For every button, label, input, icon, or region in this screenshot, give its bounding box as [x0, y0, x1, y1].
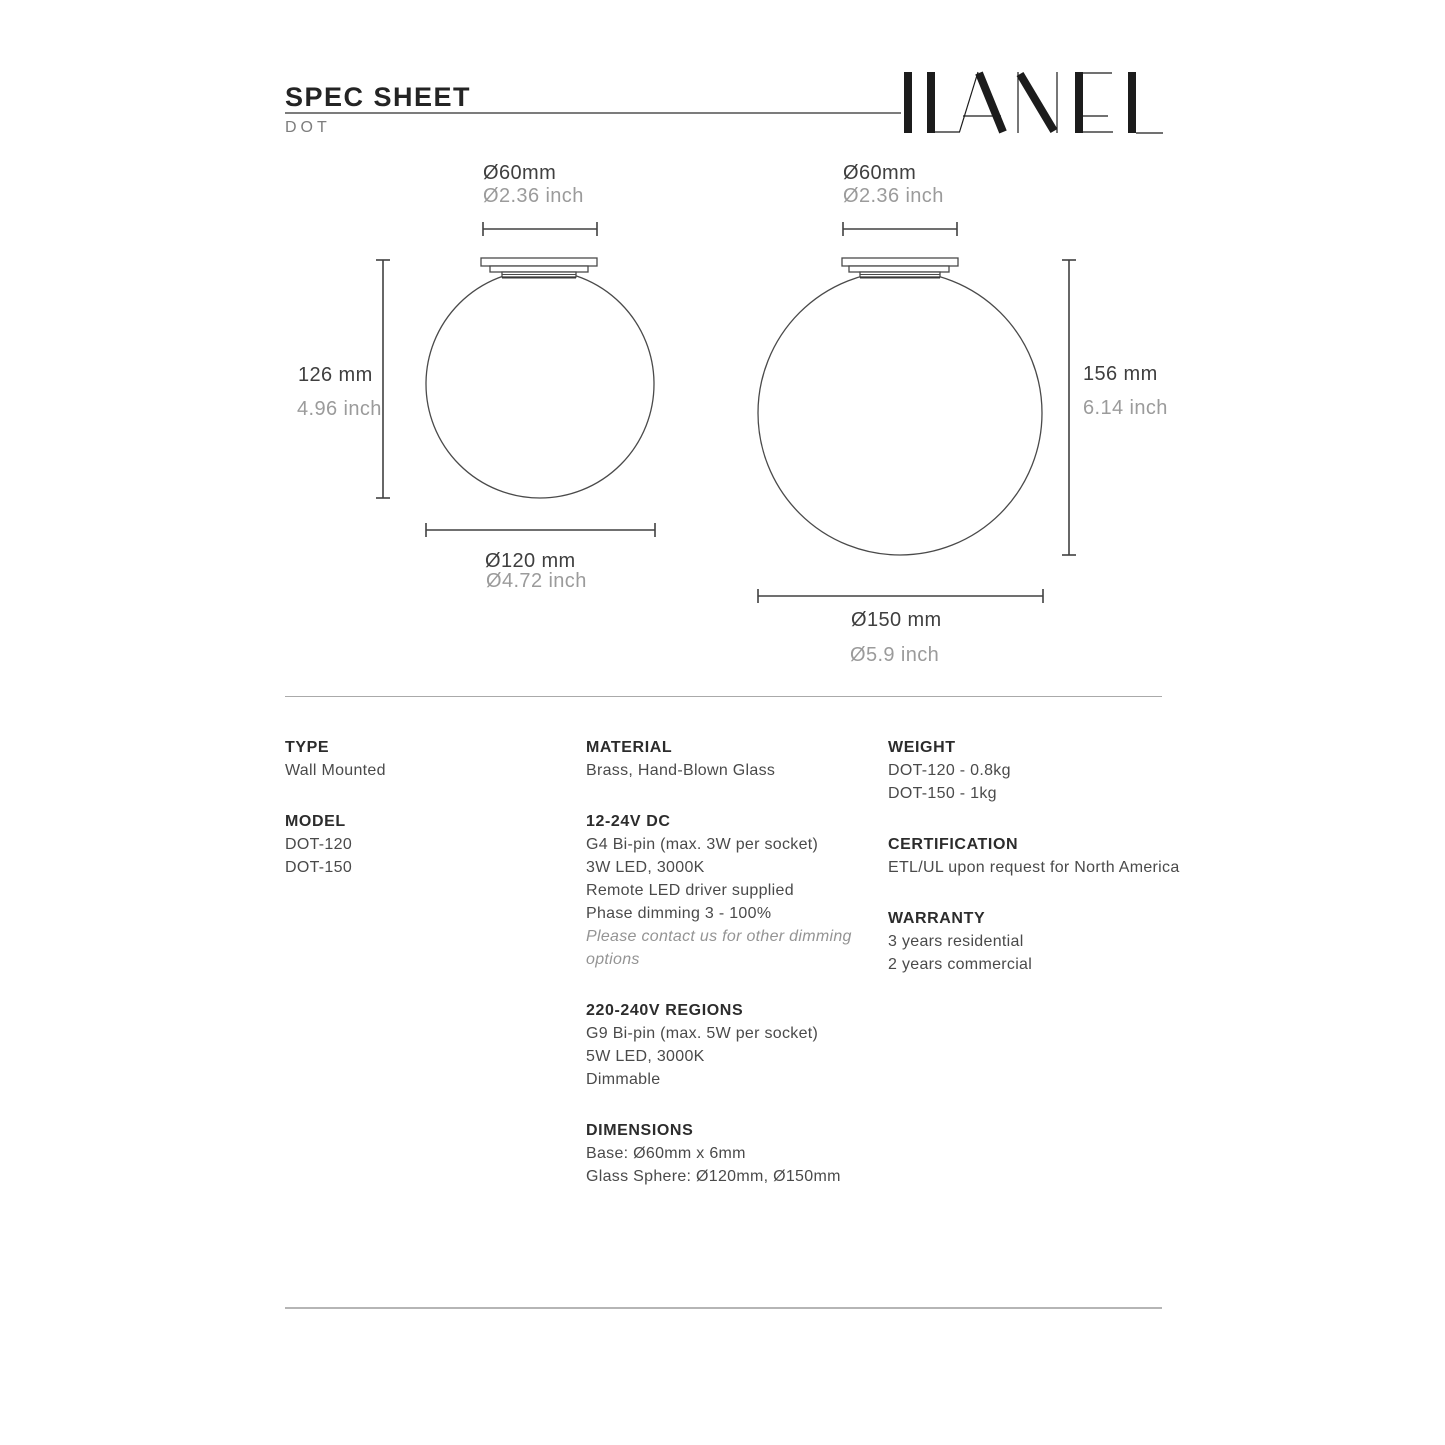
fixture-dot-150: [758, 258, 1042, 555]
spec-value: 3 years residential: [888, 933, 1024, 950]
spec-section-power-dc: [586, 810, 874, 971]
dim-line-height-150: [1062, 260, 1076, 555]
dimming-note: Please contact us for other dimming options: [586, 928, 852, 968]
spec-value: G4 Bi-pin (max. 3W per socket): [586, 836, 819, 853]
spec-heading-certification: CERTIFICATION: [888, 836, 1019, 853]
spec-value: 5W LED, 3000K: [586, 1048, 705, 1065]
spec-value: DOT-150 - 1kg: [888, 785, 997, 802]
spec-section-power-ac: [586, 999, 874, 1091]
section-divider: [285, 696, 1162, 697]
spec-section-type: [285, 736, 557, 782]
fixture-dot-120: [426, 258, 654, 498]
spec-value: 3W LED, 3000K: [586, 859, 705, 876]
spec-value: Brass, Hand-Blown Glass: [586, 762, 776, 779]
spec-heading-power-ac: 220-240V REGIONS: [586, 1002, 744, 1019]
spec-value: Phase dimming 3 - 100%: [586, 905, 772, 922]
dim-line-height-120: [376, 260, 390, 498]
spec-column-middle: [586, 736, 874, 1188]
spec-section-model: [285, 810, 557, 879]
dot150-height-inch: 6.14 inch: [1083, 397, 1168, 419]
dot120-sphere-diameter-mm: Ø120 mm: [485, 550, 576, 572]
dot120-base-diameter-inch: Ø2.36 inch: [483, 185, 584, 207]
spec-value: DOT-120 - 0.8kg: [888, 762, 1011, 779]
spec-section-dimensions: [586, 1119, 874, 1188]
drawing-dot-120: [376, 222, 655, 537]
drawing-dot-150: [758, 222, 1076, 603]
spec-value: Glass Sphere: Ø120mm, Ø150mm: [586, 1168, 841, 1185]
spec-value: DOT-120: [285, 836, 353, 853]
dot150-height-mm: 156 mm: [1083, 363, 1158, 385]
spec-section-certification: [888, 833, 1200, 879]
dot150-sphere-diameter-mm: Ø150 mm: [851, 609, 942, 631]
spec-value: Wall Mounted: [285, 762, 386, 779]
product-name: DOT: [285, 119, 331, 136]
spec-value: 2 years commercial: [888, 956, 1033, 973]
spec-section-material: [586, 736, 874, 782]
dot120-height-mm: 126 mm: [298, 364, 373, 386]
spec-heading-power-dc: 12-24V DC: [586, 813, 671, 830]
page-title: SPEC SHEET: [285, 82, 472, 112]
spec-heading-warranty: WARRANTY: [888, 910, 986, 927]
spec-heading-model: MODEL: [285, 813, 346, 830]
spec-heading-material: MATERIAL: [586, 739, 673, 756]
spec-value: Remote LED driver supplied: [586, 882, 794, 899]
spec-value: Dimmable: [586, 1071, 661, 1088]
dot150-sphere-diameter-inch: Ø5.9 inch: [850, 644, 940, 666]
dot120-base-diameter-mm: Ø60mm: [483, 162, 557, 184]
spec-heading-weight: WEIGHT: [888, 739, 956, 756]
dot120-sphere-diameter-inch: Ø4.72 inch: [486, 570, 587, 592]
dim-line-sphere-150: [758, 589, 1043, 603]
spec-value: DOT-150: [285, 859, 353, 876]
spec-value: ETL/UL upon request for North America: [888, 859, 1180, 876]
dot150-base-diameter-inch: Ø2.36 inch: [843, 185, 944, 207]
dot150-base-diameter-mm: Ø60mm: [843, 162, 917, 184]
spec-heading-type: TYPE: [285, 739, 330, 756]
spec-column-left: [285, 736, 557, 879]
footer-divider: [285, 1307, 1162, 1309]
spec-section-weight: [888, 736, 1200, 805]
dim-line-base-120: [483, 222, 597, 236]
spec-heading-dimensions: DIMENSIONS: [586, 1122, 694, 1139]
dot120-height-inch: 4.96 inch: [297, 398, 382, 420]
spec-value: G9 Bi-pin (max. 5W per socket): [586, 1025, 819, 1042]
dim-line-sphere-120: [426, 523, 655, 537]
technical-drawing-canvas: [0, 0, 1445, 690]
spec-section-warranty: [888, 907, 1200, 976]
spec-column-right: [888, 736, 1200, 976]
spec-value: Base: Ø60mm x 6mm: [586, 1145, 746, 1162]
dim-line-base-150: [843, 222, 957, 236]
